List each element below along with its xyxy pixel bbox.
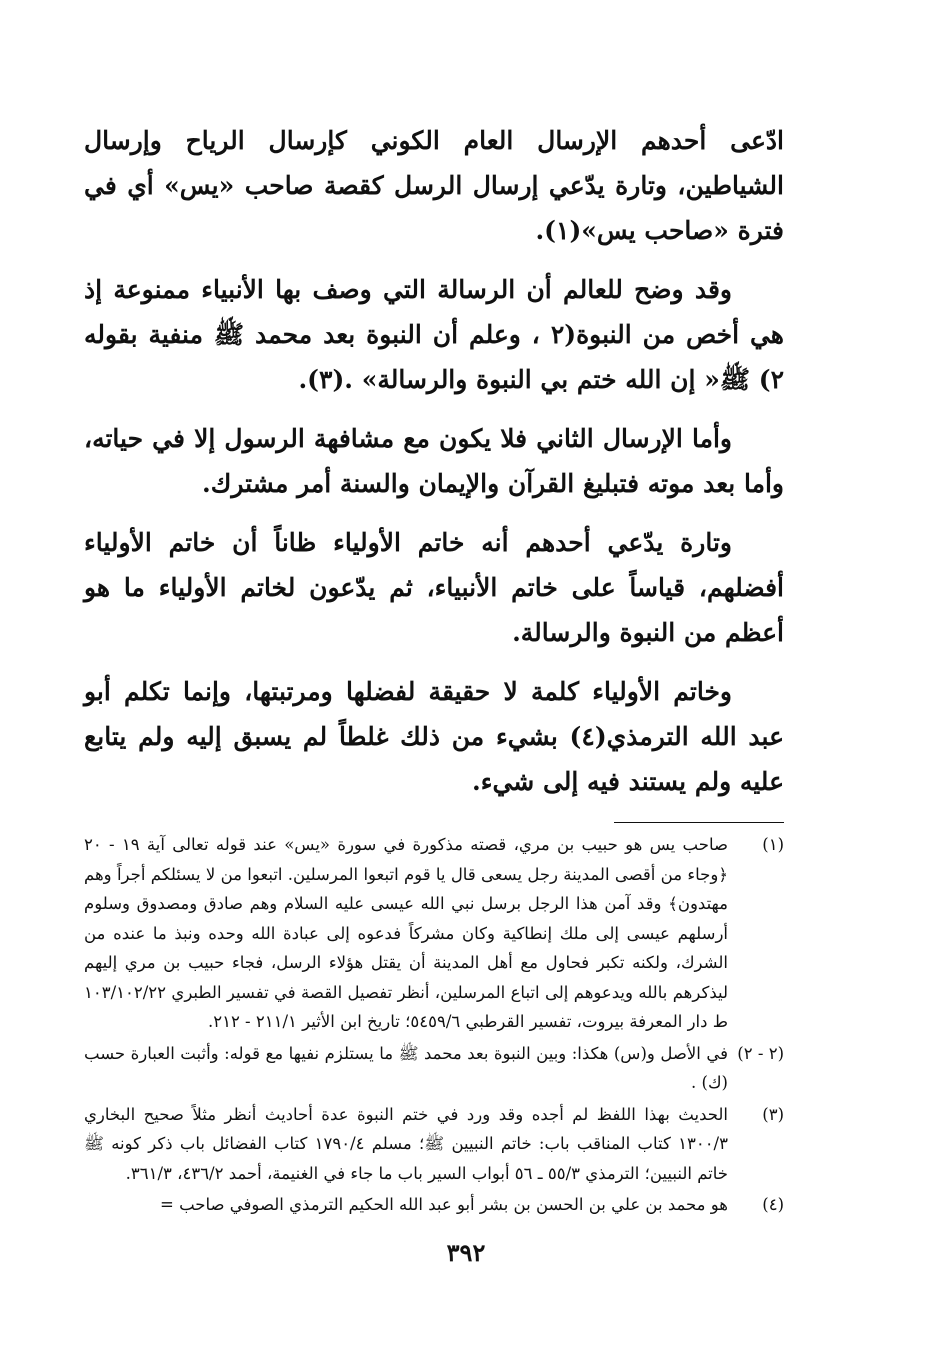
- paragraph-5: وخاتم الأولياء كلمة لا حقيقة لفضلها ومرتبتها، وإنما تكلم أبو عبد الله الترمذي(٤) بشيء من ذلك غلطاً لم يسبق إليه ولم يتابع عليه ولم يستند فيه إلى شيء.: [84, 677, 784, 796]
- footnote-text: هو محمد بن علي بن الحسن بن بشر أبو عبد الله الحكيم الترمذي الصوفي صاحب =: [160, 1195, 728, 1214]
- paragraph-4: وتارة يدّعي أحدهم أنه خاتم الأولياء ظاناً أن خاتم الأولياء أفضلهم، قياساً على خاتم الأنبياء، ثم يدّعون لخاتم الأولياء ما هو أعظم من النبوة والرسالة.: [84, 528, 784, 647]
- footnotes: [84, 830, 784, 1220]
- page-number: ٣٩٢: [446, 1238, 486, 1267]
- paragraph-1: ادّعى أحدهم الإرسال العام الكوني كإرسال الرياح وإرسال الشياطين، وتارة يدّعي إرسال الرسل كقصة صاحب «يس» أي في فترة «صاحب يس»(١).: [84, 126, 784, 245]
- footnote-text: صاحب يس هو حبيب بن مري، قصته مذكورة في سورة «يس» عند قوله تعالى آية ١٩ - ٢٠ ﴿وجاء من أقصى المدينة رجل يسعى قال يا قوم اتبعوا المرسلين. اتبعوا من لا يسئلكم أجراً وهم مهتدون﴾ وقد آمن هذا الرجل برسل نبي الله عيسى عليه السلام وهم صادق ومصدوق وسلوم أرسلهم عيسى إلى ملك إنطاكية وكان مشركاً فدعوه إلى عبادة الله وحده ونبذ ما عنده من الشرك، ولكنه تكبر فحاول مع أهل المدينة أن يقتل هؤلاء الرسل، فجاء حبيب بن مري إليهم ليذكرهم بالله ويدعوهم إلى اتباع المرسلين، أنظر تفصيل القصة في تفسير الطبري ١٠٣/١٠٢/٢٢ ط دار المعرفة بيروت، تفسير القرطبي ٥٤٥٩/٦؛ تاريخ ابن الأثير ٢١١/١ - ٢١٢.: [84, 835, 728, 1031]
- footnote-2: [84, 1039, 784, 1098]
- footnote-number: (٣): [762, 1104, 784, 1124]
- footnote-separator: [84, 818, 784, 830]
- footnote-number: (٤): [762, 1195, 784, 1214]
- footnote-4: [84, 1190, 784, 1220]
- paragraph-2: وقد وضح للعالم أن الرسالة التي وصف بها الأنبياء ممنوعة إذ هي أخص من النبوة(٢ ، وعلم أن النبوة بعد محمد ﷺ منفية بقوله ٢) ﷺ« إن الله ختم بي النبوة والرسالة» .(٣).: [84, 275, 784, 394]
- main-text: [84, 118, 784, 804]
- paragraph-3: وأما الإرسال الثاني فلا يكون مع مشافهة الرسول إلا في حياته، وأما بعد موته فتبليغ القرآن والإيمان والسنة أمر مشترك.: [84, 424, 784, 498]
- page-content: [84, 118, 784, 1222]
- footnote-text: الحديث بهذا اللفظ لم أجده وقد ورد في ختم النبوة عدة أحاديث أنظر مثلاً صحيح البخاري ١٣٠٠/٣ كتاب المناقب باب: خاتم النبيين ﷺ؛ مسلم ١٧٩٠/٤ كتاب الفضائل باب ذكر كونه ﷺ خاتم النبيين؛ الترمذي ٥٥/٣ ـ ٥٦ أبواب السير باب ما جاء في الغنيمة، أحمد ٤٣٦/٢، ٣٦١/٣.: [84, 1104, 728, 1183]
- footnote-number: (٢ - ٢): [737, 1043, 784, 1063]
- footnote-1: [84, 830, 784, 1037]
- footnote-number: (١): [762, 835, 784, 854]
- footnote-text: في الأصل و(س) هكذا: وبين النبوة بعد محمد ﷺ ما يستلزم نفيها مع قوله: وأثبت العبارة حسب (ك) .: [84, 1043, 728, 1092]
- footnote-3: [84, 1100, 784, 1189]
